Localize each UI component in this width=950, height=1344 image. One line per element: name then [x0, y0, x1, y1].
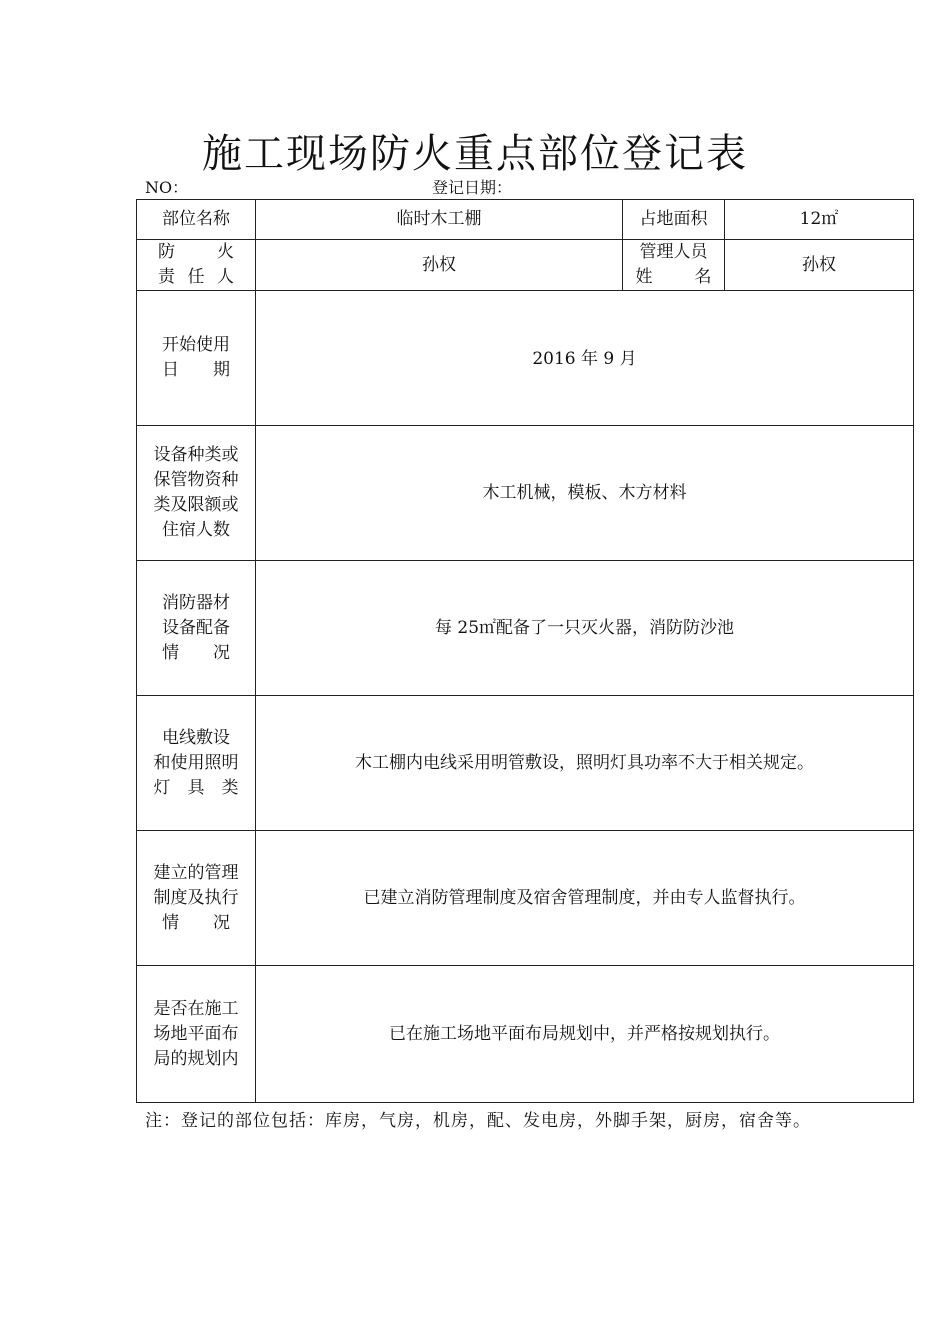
table-row: [137, 696, 914, 831]
label-line: 消防器材: [162, 592, 230, 613]
label-line: 制度及执行: [153, 887, 239, 908]
registration-table: [136, 199, 914, 1103]
label-char: 任: [187, 267, 205, 287]
label-line: 建立的管理: [153, 862, 239, 883]
label-line: 设备配备: [162, 617, 230, 638]
equipment-type-label: [137, 426, 256, 561]
start-date-label: [137, 291, 256, 426]
form-title: 施工现场防火重点部位登记表: [202, 131, 748, 177]
wiring-lighting-value: 木工棚内电线采用明管敷设，照明灯具功率不大于相关规定。: [256, 696, 914, 831]
management-system-label: [137, 831, 256, 966]
label-line: 是否在施工: [153, 998, 239, 1019]
form-number-label: NO：: [145, 178, 189, 197]
label-line: 电线敷设: [162, 727, 230, 748]
location-name-label: 部位名称: [137, 200, 256, 240]
label-char: 名: [694, 267, 712, 287]
label-line: 和使用照明: [153, 752, 239, 773]
table-row: [137, 291, 914, 426]
table-row: [137, 561, 914, 696]
site-plan-label: [137, 966, 256, 1103]
fire-responsible-label: [137, 240, 256, 291]
label-line: 场地平面布: [153, 1023, 239, 1044]
table-row: [137, 200, 914, 240]
label-line: 灯 具 类: [153, 777, 239, 798]
table-row: [137, 966, 914, 1103]
label-line: 管理人员: [639, 242, 708, 262]
label-line: 局的规划内: [153, 1048, 239, 1069]
label-line: 设备种类或: [153, 445, 239, 465]
wiring-lighting-label: [137, 696, 256, 831]
registration-date-label: 登记日期：: [432, 178, 513, 197]
label-char: 责: [158, 267, 175, 287]
fire-responsible-value: 孙权: [256, 240, 623, 291]
start-date-value: 2016 年 9 月: [256, 291, 914, 426]
label-line: 情 况: [162, 642, 230, 663]
table-row: [137, 240, 914, 291]
label-char: 防: [158, 242, 175, 262]
fire-equipment-label: [137, 561, 256, 696]
label-line: 开始使用: [162, 335, 230, 355]
table-row: [137, 426, 914, 561]
label-char: 人: [217, 267, 234, 287]
area-value: 12㎡: [725, 200, 914, 240]
label-line: 日 期: [162, 360, 230, 380]
location-name-value: 临时木工棚: [256, 200, 623, 240]
management-system-value: 已建立消防管理制度及宿舍管理制度，并由专人监督执行。: [256, 831, 914, 966]
label-line: 类及限额或: [153, 495, 239, 515]
footnote: 注：登记的部位包括：库房，气房，机房，配、发电房，外脚手架，厨房，宿舍等。: [145, 1111, 811, 1131]
table-row: [137, 831, 914, 966]
label-char: 姓: [635, 267, 653, 287]
fire-equipment-value: 每 25㎡配备了一只灭火器，消防防沙池: [256, 561, 914, 696]
label-line: 住宿人数: [162, 520, 230, 540]
label-line: 情 况: [162, 912, 230, 933]
manager-name-value: 孙权: [725, 240, 914, 291]
label-char: 火: [217, 242, 234, 262]
equipment-type-value: 木工机械，模板、木方材料: [256, 426, 914, 561]
label-line: 保管物资种: [153, 470, 239, 490]
area-label: 占地面积: [623, 200, 725, 240]
manager-name-label: [623, 240, 725, 291]
site-plan-value: 已在施工场地平面布局规划中，并严格按规划执行。: [256, 966, 914, 1103]
